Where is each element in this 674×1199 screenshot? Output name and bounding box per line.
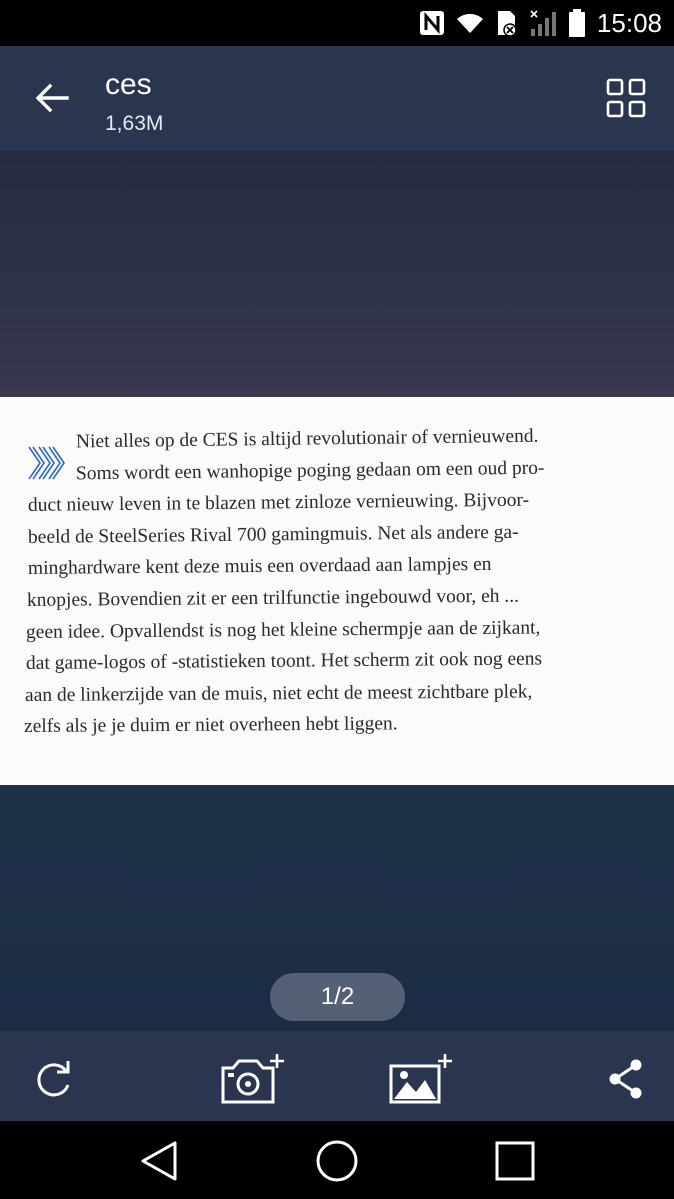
nav-back-button[interactable] xyxy=(136,1138,182,1184)
text-line: duct nieuw leven in te blazen met zinloze vernieuwing. Bijvoor- xyxy=(27,489,530,517)
nav-home-button[interactable] xyxy=(314,1138,360,1184)
grid-view-icon xyxy=(606,78,646,118)
text-line: aan de linkerzijde van de muis, niet echt de meest zichtbare plek, xyxy=(24,681,533,706)
page-title: ces xyxy=(105,68,152,101)
status-bar xyxy=(0,0,674,46)
app-bar xyxy=(0,46,674,151)
rotate-button[interactable] xyxy=(24,1051,84,1107)
text-line: dat game-logos of -statistieken toont. Het scherm zit ook nog eens xyxy=(25,648,543,675)
status-time: 15:08 xyxy=(596,7,662,38)
add-image-page-button[interactable] xyxy=(384,1051,458,1107)
add-camera-page-button[interactable] xyxy=(216,1051,290,1107)
share-icon xyxy=(606,1057,646,1101)
camera-add-icon xyxy=(217,1052,289,1106)
home-circle-icon xyxy=(315,1139,359,1183)
image-add-icon xyxy=(385,1052,457,1106)
nav-recents-button[interactable] xyxy=(492,1138,538,1184)
text-line: Niet alles op de CES is altijd revolutionair of vernieuwend. xyxy=(75,425,539,453)
back-button[interactable] xyxy=(26,72,78,124)
signal-icon xyxy=(529,9,559,37)
text-line: beeld de SteelSeries Rival 700 gamingmuis. Net als andere ga- xyxy=(27,521,519,548)
file-size: 1,63M xyxy=(105,112,164,135)
bottom-toolbar xyxy=(0,1031,674,1121)
sd-card-icon xyxy=(495,9,519,37)
scanned-page xyxy=(0,397,674,785)
wifi-icon xyxy=(455,11,485,35)
text-line: zelfs als je je duim er niet overheen hebt liggen. xyxy=(23,713,398,738)
back-triangle-icon xyxy=(139,1140,179,1182)
navigation-bar xyxy=(0,1121,674,1199)
document-viewer[interactable] xyxy=(0,151,674,1031)
share-button[interactable] xyxy=(596,1051,656,1107)
battery-icon xyxy=(569,9,585,37)
rotate-icon xyxy=(32,1057,76,1101)
text-line: Soms wordt een wanhopige poging gedaan om een oud pro- xyxy=(75,457,545,484)
text-line: minghardware kent deze muis een overdaad aan lampjes en xyxy=(27,554,492,580)
back-arrow-icon xyxy=(35,83,69,113)
page-indicator: 1/2 xyxy=(270,973,405,1021)
article-text xyxy=(24,427,650,743)
recents-square-icon xyxy=(494,1140,536,1182)
text-line: knopjes. Bovendien zit er een trilfunctie ingebouwd voor, eh ... xyxy=(26,585,520,611)
grid-view-button[interactable] xyxy=(606,78,646,118)
text-line: geen idee. Opvallendst is nog het kleine schermpje aan de zijkant, xyxy=(25,617,541,643)
nfc-icon xyxy=(419,10,445,36)
